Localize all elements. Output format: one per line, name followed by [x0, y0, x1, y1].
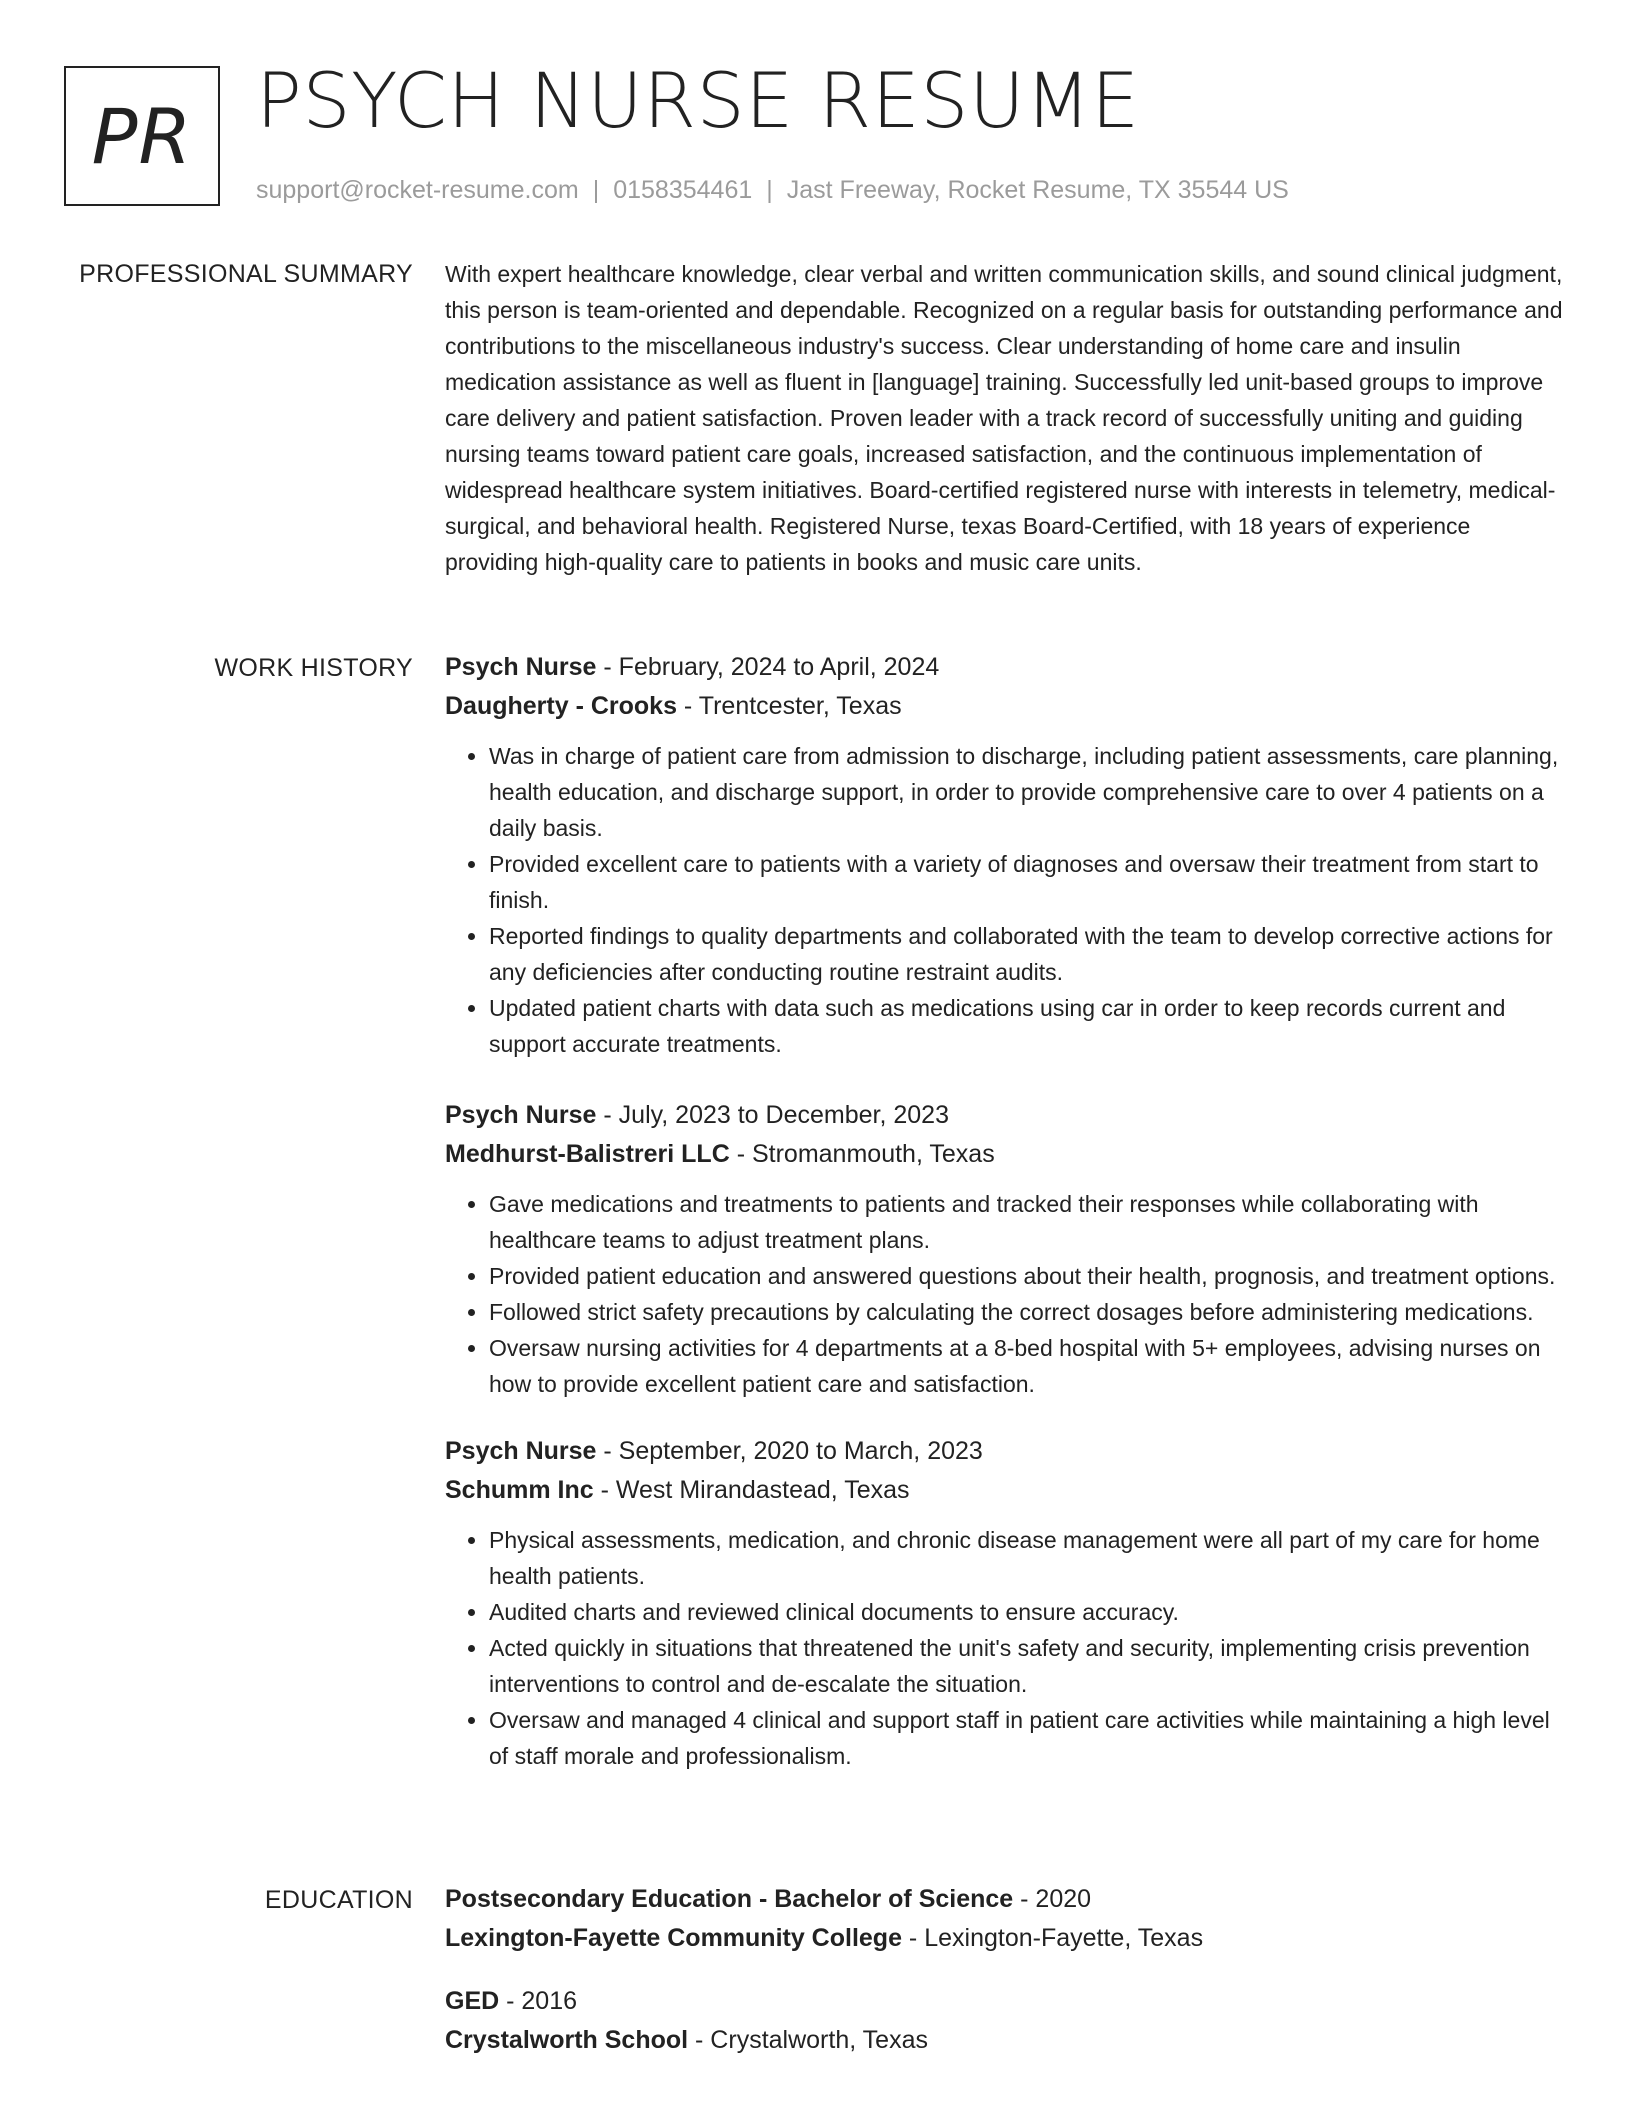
job-title-line — [445, 1432, 1565, 1471]
contact-line — [256, 174, 1289, 206]
education-entry — [445, 1982, 1565, 2060]
job-title: Psych Nurse — [445, 1101, 597, 1129]
job-company: Schumm Inc — [445, 1476, 594, 1504]
job-title: Psych Nurse — [445, 1437, 597, 1465]
section-label-work-history: WORK HISTORY — [214, 654, 413, 682]
education-school-line — [445, 2021, 1565, 2060]
job-dates: - September, 2020 to March, 2023 — [596, 1437, 983, 1465]
job-bullet: • Provided patient education and answered questions about their health, prognosis, and treatment options. — [489, 1258, 1565, 1294]
education-location: - Lexington-Fayette, Texas — [901, 1924, 1204, 1952]
job-company-line — [445, 1135, 1565, 1174]
job-location: - Trentcester, Texas — [676, 692, 902, 720]
resume-title: PSYCH NURSE RESUME — [256, 56, 1140, 145]
education-location: - Crystalworth, Texas — [688, 2026, 928, 2054]
contact-phone: 0158354461 — [613, 176, 753, 204]
job-location: - West Mirandastead, Texas — [593, 1476, 910, 1504]
job-company-line — [445, 1471, 1565, 1510]
job-location: - Stromanmouth, Texas — [729, 1140, 995, 1168]
job-title-line — [445, 1096, 1565, 1135]
section-label-summary: PROFESSIONAL SUMMARY — [79, 260, 413, 288]
monogram-initials: PR — [91, 91, 193, 181]
job-bullet: • Oversaw nursing activities for 4 departments at a 8-bed hospital with 5+ employees, advising nurses on how to provide excellent patient care and satisfaction. — [489, 1330, 1565, 1402]
job-title-line — [445, 648, 1565, 687]
contact-email: support@rocket-resume.com — [256, 176, 579, 204]
contact-separator: | — [592, 176, 600, 204]
education-year: - 2016 — [499, 1987, 578, 2015]
job-bullets — [445, 1522, 1565, 1774]
job-dates: - February, 2024 to April, 2024 — [596, 653, 940, 681]
job-dates: - July, 2023 to December, 2023 — [596, 1101, 949, 1129]
job-company: Daugherty - Crooks — [445, 692, 677, 720]
education-degree: Postsecondary Education - Bachelor of Science — [445, 1885, 1014, 1913]
monogram-badge — [64, 66, 220, 206]
job-bullet: • Reported findings to quality departments and collaborated with the team to develop corrective actions for any deficiencies after conducting routine restraint audits. — [489, 918, 1565, 990]
education-year: - 2020 — [1013, 1885, 1092, 1913]
job-bullet: • Audited charts and reviewed clinical documents to ensure accuracy. — [489, 1594, 1565, 1630]
education-school-line — [445, 1919, 1565, 1958]
job-company-line — [445, 687, 1565, 726]
summary-text: With expert healthcare knowledge, clear verbal and written communication skills, and sound clinical judgment, this person is team-oriented and dependable. Recognized on a regular basis for outstanding performance and contributions to the miscellaneous industry's success. Clear understanding of home care and insulin medication assistance as well as fluent in [language] training. Successfully led unit-based groups to improve care delivery and patient satisfaction. Proven leader with a track record of successfully uniting and guiding nursing teams toward patient care goals, increased satisfaction, and the continuous implementation of widespread healthcare system initiatives. Board-certified registered nurse with interests in telemetry, medical-surgical, and behavioral health. Registered Nurse, texas Board-Certified, with 18 years of experience providing high-quality care to patients in books and music care units. — [445, 261, 1563, 575]
job-bullet: • Updated patient charts with data such as medications using car in order to keep records current and support accurate treatments. — [489, 990, 1565, 1062]
contact-separator: | — [766, 176, 773, 204]
job-bullet: • Followed strict safety precautions by calculating the correct dosages before administering medications. — [489, 1294, 1565, 1330]
job-bullets — [445, 738, 1565, 1062]
job-entry — [445, 1432, 1565, 1774]
job-bullet: • Was in charge of patient care from admission to discharge, including patient assessments, care planning, health education, and discharge support, in order to provide comprehensive care to over 4 patients on a daily basis. — [489, 738, 1565, 846]
job-bullet: • Provided excellent care to patients with a variety of diagnoses and oversaw their treatment from start to finish. — [489, 846, 1565, 918]
job-bullet: • Physical assessments, medication, and chronic disease management were all part of my care for home health patients. — [489, 1522, 1565, 1594]
education-entry — [445, 1880, 1565, 1958]
section-label-education: EDUCATION — [264, 1886, 413, 1914]
job-bullets — [445, 1186, 1565, 1402]
job-bullet: • Gave medications and treatments to patients and tracked their responses while collaborating with healthcare teams to adjust treatment plans. — [489, 1186, 1565, 1258]
job-company: Medhurst-Balistreri LLC — [445, 1140, 730, 1168]
job-title: Psych Nurse — [445, 653, 597, 681]
education-school: Lexington-Fayette Community College — [445, 1924, 902, 1952]
job-entry — [445, 1096, 1565, 1402]
education-degree-line — [445, 1880, 1565, 1919]
education-degree-line — [445, 1982, 1565, 2021]
job-bullet: • Acted quickly in situations that threatened the unit's safety and security, implementing crisis prevention interventions to control and de-escalate the situation. — [489, 1630, 1565, 1702]
job-bullet: • Oversaw and managed 4 clinical and support staff in patient care activities while maintaining a high level of staff morale and professionalism. — [489, 1702, 1565, 1774]
education-degree: GED — [445, 1987, 500, 2015]
contact-address: Jast Freeway, Rocket Resume, TX 35544 US — [786, 176, 1289, 204]
job-entry — [445, 648, 1565, 1062]
education-school: Crystalworth School — [445, 2026, 689, 2054]
